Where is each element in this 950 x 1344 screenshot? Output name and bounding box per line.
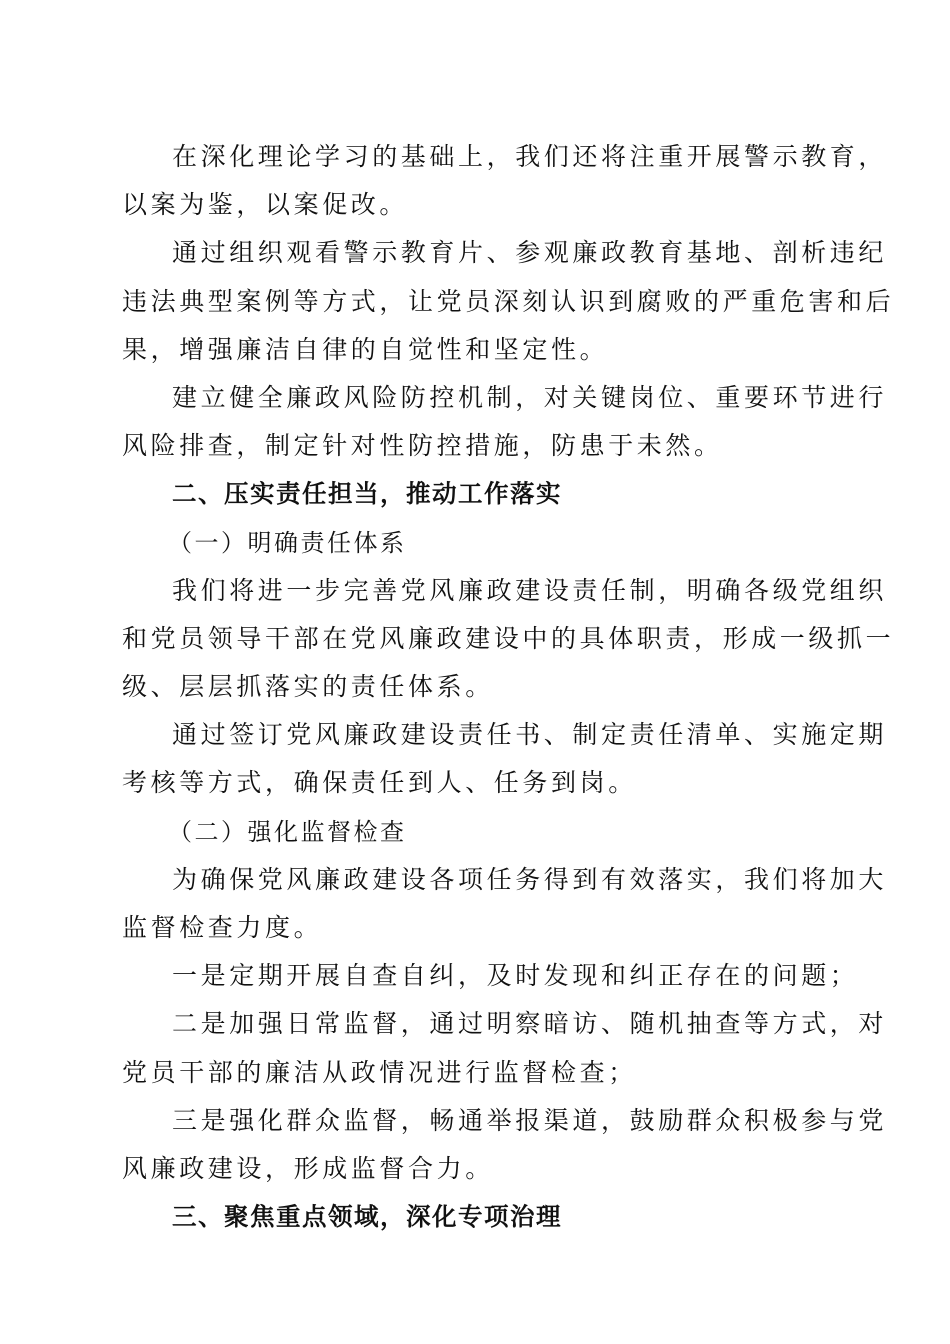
- paragraph-line: 和党员领导干部在党风廉政建设中的具体职责，形成一级抓一: [122, 623, 895, 653]
- document-body: [122, 133, 895, 1241]
- paragraph-line: 以案为鉴，以案促改。: [122, 190, 409, 220]
- paragraph-line: 通过签订党风廉政建设责任书、制定责任清单、实施定期: [172, 720, 888, 750]
- paragraph-line: 风险排查，制定针对性防控措施，防患于未然。: [122, 431, 723, 461]
- paragraph-line: 考核等方式，确保责任到人、任务到岗。: [122, 768, 637, 798]
- subsection-heading: （二）强化监督检查: [168, 817, 407, 846]
- paragraph-line: 三是强化群众监督，畅通举报渠道，鼓励群众积极参与党: [172, 1105, 888, 1135]
- paragraph-line: 为确保党风廉政建设各项任务得到有效落实，我们将加大: [172, 864, 888, 894]
- paragraph-line: 监督检查力度。: [122, 913, 323, 942]
- paragraph-line: 建立健全廉政风险防控机制，对关键岗位、重要环节进行: [172, 382, 888, 412]
- paragraph-line: 二是加强日常监督，通过明察暗访、随机抽查等方式，对: [172, 1009, 888, 1039]
- paragraph-line: 违法典型案例等方式，让党员深刻认识到腐败的严重危害和后: [122, 286, 895, 316]
- section-heading: 三、聚焦重点领域，深化专项治理: [172, 1202, 562, 1232]
- subsection-heading: （一）明确责任体系: [168, 528, 407, 557]
- paragraph-line: 风廉政建设，形成监督合力。: [122, 1153, 494, 1183]
- paragraph-line: 级、层层抓落实的责任体系。: [122, 672, 494, 702]
- paragraph-line: 果，增强廉洁自律的自觉性和坚定性。: [122, 334, 609, 364]
- paragraph-line: 党员干部的廉洁从政情况进行监督检查；: [122, 1057, 637, 1087]
- paragraph-line: 通过组织观看警示教育片、参观廉政教育基地、剖析违纪: [172, 238, 888, 268]
- paragraph-line: 在深化理论学习的基础上，我们还将注重开展警示教育，: [172, 142, 888, 171]
- paragraph-line: 我们将进一步完善党风廉政建设责任制，明确各级党组织: [172, 575, 888, 605]
- section-heading: 二、压实责任担当，推动工作落实: [172, 479, 562, 509]
- paragraph-line: 一是定期开展自查自纠，及时发现和纠正存在的问题；: [172, 961, 859, 991]
